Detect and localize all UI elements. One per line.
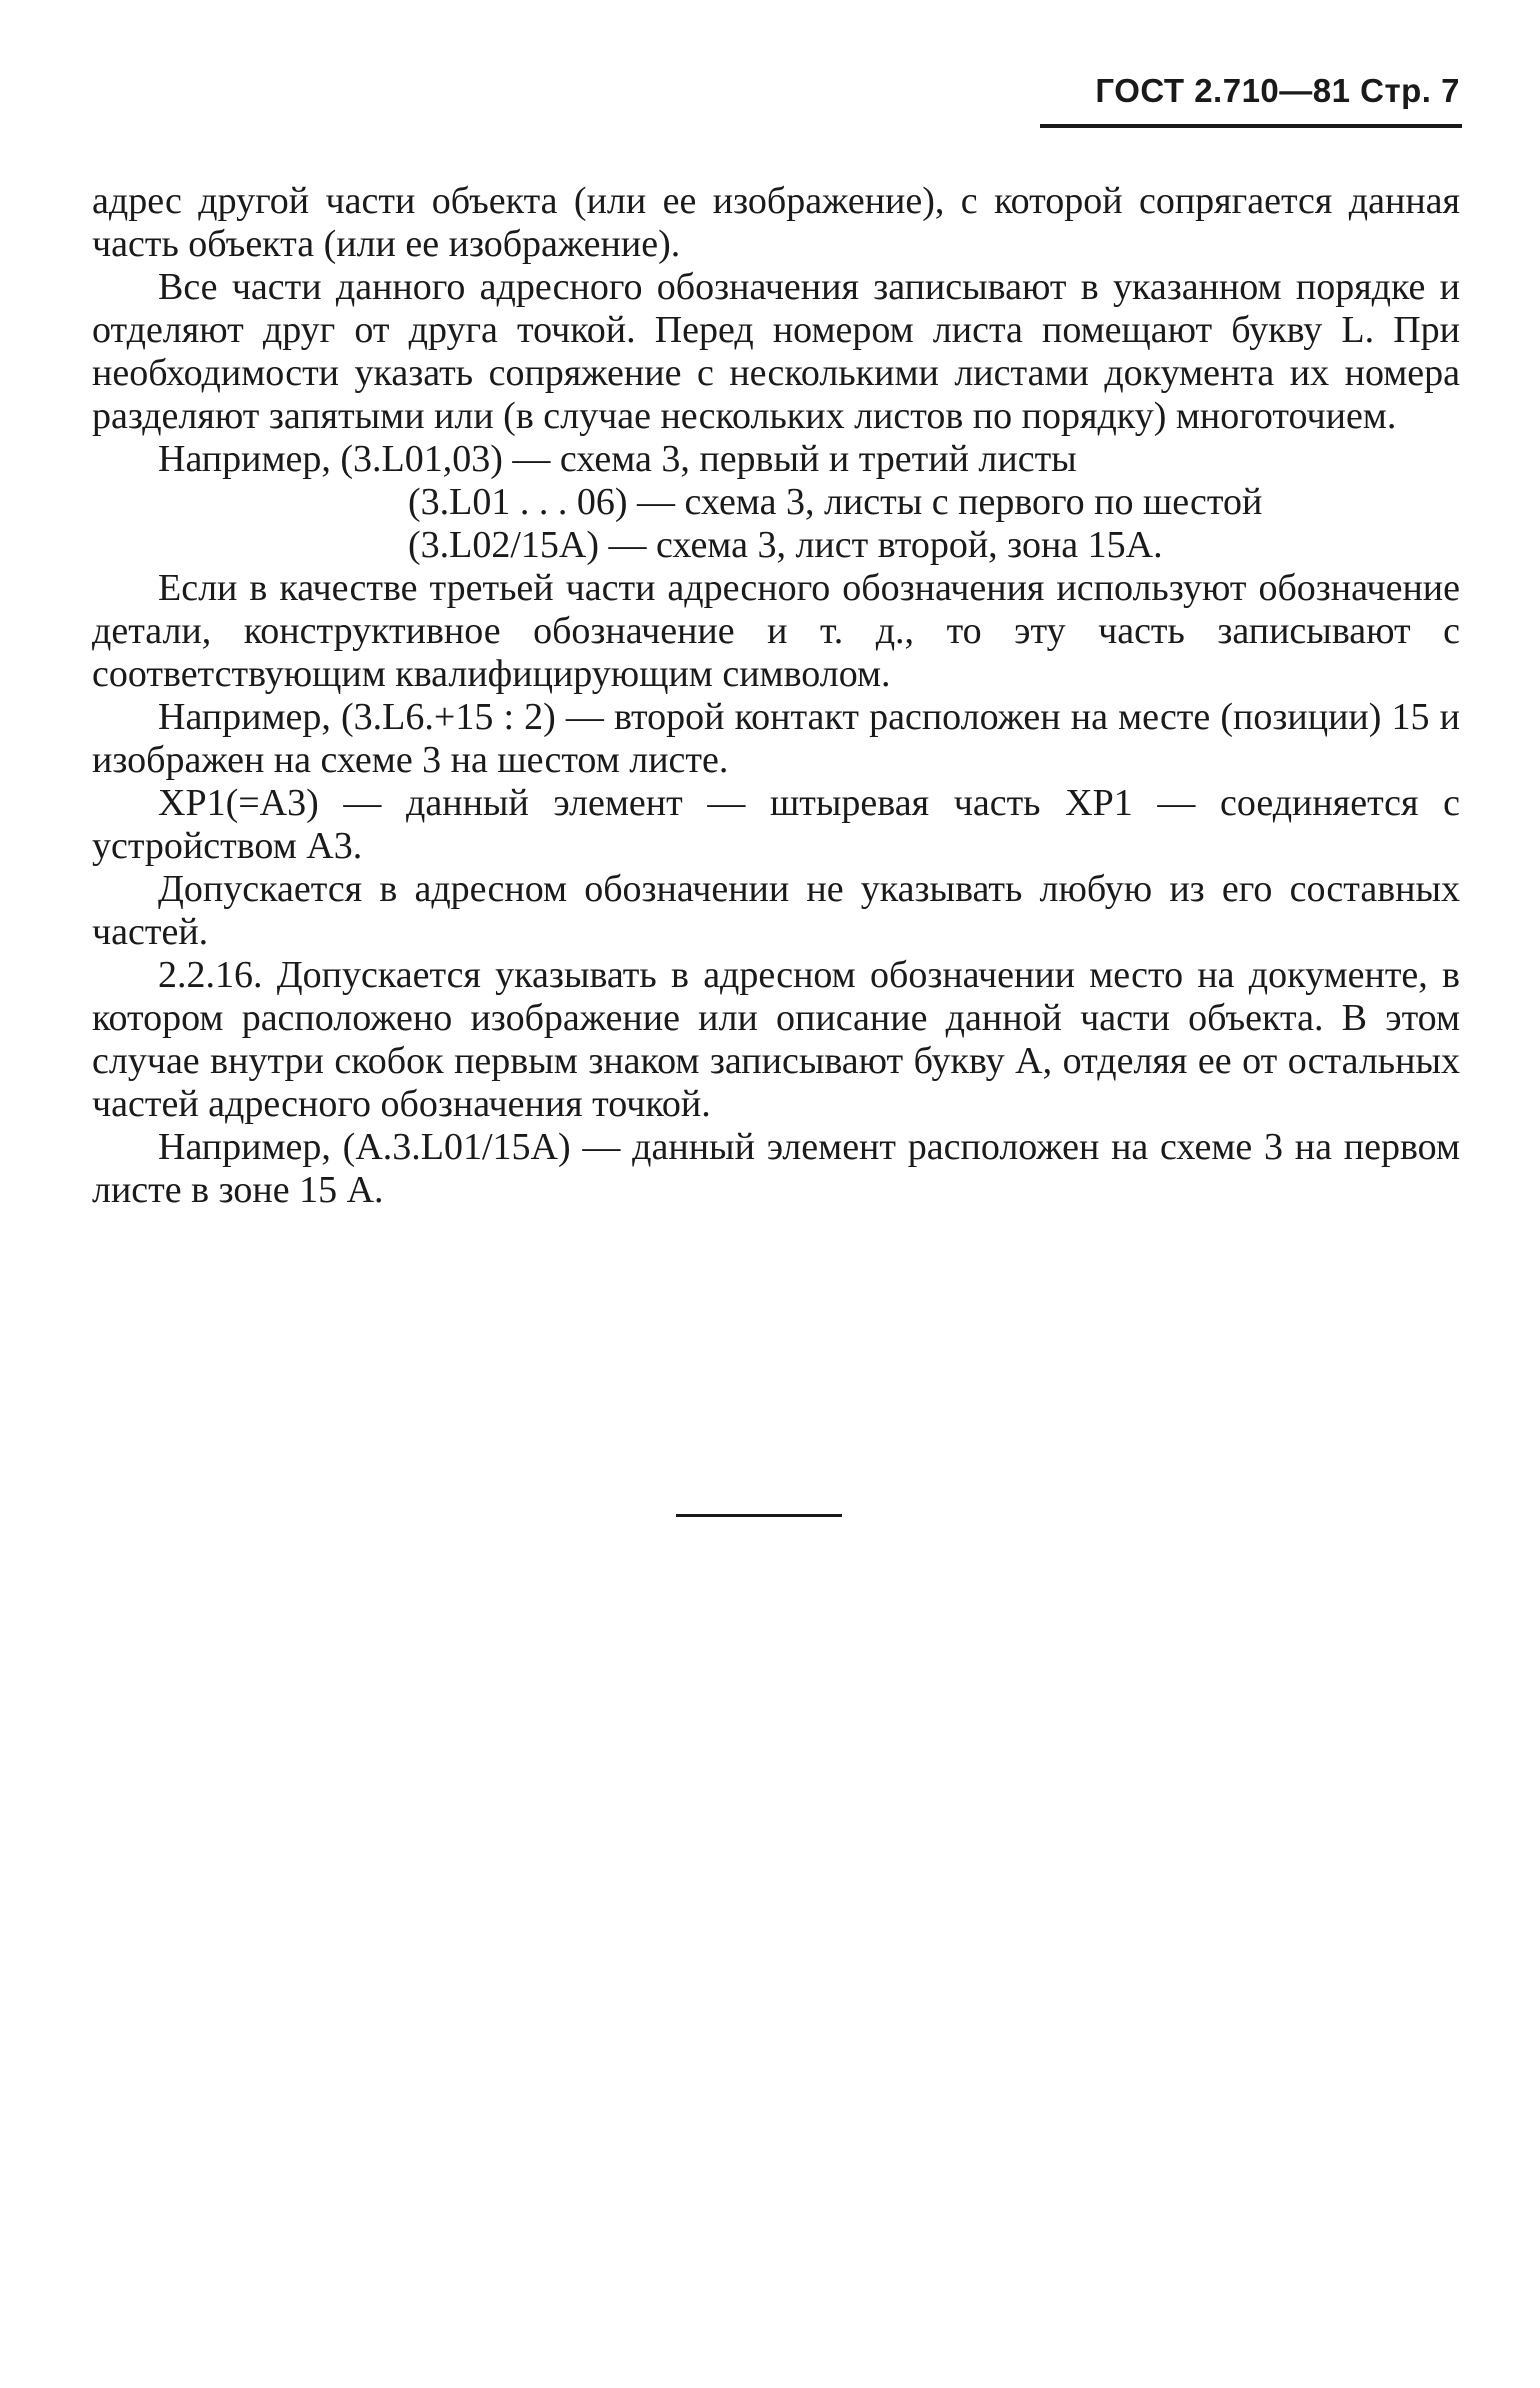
example-document-location: Например, (A.3.L01/15A) — данный элемент расположен на схеме 3 на первом листе в зоне 15 А. <box>92 1126 1460 1211</box>
document-body <box>92 180 1460 1212</box>
paragraph-address-parts: Все части данного адресного обозначения записывают в указанном порядке и отделяют друг от друга точкой. Перед номером листа помещают букву L. При необходимости указать сопряжение с несколькими листами документа их номера разделяют запятыми или (в случае нескольких листов по порядку) многоточием. <box>92 266 1460 437</box>
example-sheets-list: Например, (3.L01,03) — схема 3, первый и третий листы <box>158 438 1077 480</box>
paragraph-third-part: Если в качестве третьей части адресного обозначения используют обозначение детали, конструктивное обозначение и т. д., то эту часть записывают с соответствующим квалифицирующим символом. <box>92 567 1460 695</box>
paragraph-omit-parts: Допускается в адресном обозначении не указывать любую из его составных частей. <box>92 868 1460 953</box>
example-connector: XP1(=A3) — данный элемент — штыревая часть XP1 — соединяется с устройством A3. <box>92 782 1460 867</box>
paragraph-continuation: адрес другой части объекта (или ее изображение), с которой сопрягается данная часть объекта (или ее изображение). <box>92 180 1460 265</box>
header-underline <box>1040 124 1462 128</box>
example-sheet-zone: (3.L02/15A) — схема 3, лист второй, зона 15А. <box>408 524 1163 566</box>
example-sheets-range: (3.L01 . . . 06) — схема 3, листы с первого по шестой <box>408 481 1263 523</box>
page-header: ГОСТ 2.710—81 Стр. 7 <box>1095 72 1460 109</box>
paragraph-2-2-16: 2.2.16. Допускается указывать в адресном обозначении место на документе, в котором расположено изображение или описание данной части объекта. В этом случае внутри скобок первым знаком записывают букву А, отделяя ее от остальных частей адресного обозначения точкой. <box>92 954 1460 1125</box>
end-of-text-rule <box>676 1514 842 1517</box>
example-contact: Например, (3.L6.+15 : 2) — второй контакт расположен на месте (позиции) 15 и изображен на схеме 3 на шестом листе. <box>92 696 1460 781</box>
